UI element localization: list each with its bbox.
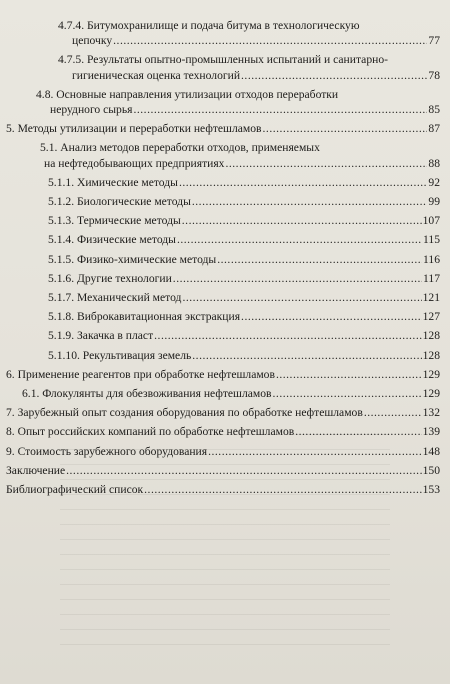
leader-dots [66,463,421,478]
toc-entry-title: 5.1.9. Закачка в пласт [48,329,154,343]
leader-dots [208,444,422,459]
leader-dots [113,33,427,48]
toc-page-number: 132 [422,406,440,420]
toc-page-number: 128 [422,329,440,343]
toc-page-number: 128 [422,348,440,362]
toc-page-number: 139 [422,425,440,439]
toc-page-number: 87 [428,122,440,136]
leader-dots [182,290,421,305]
toc-entry-title: гигиеническая оценка технологий [72,68,241,82]
toc-entry-4-7-5[interactable] [0,52,450,82]
toc-page-number: 107 [422,214,440,228]
toc-page-number: 116 [423,252,440,266]
leader-dots [241,309,422,324]
leader-dots [241,68,427,83]
toc-entry-5-1-4[interactable] [0,232,450,247]
toc-entry-title: 5.1.2. Биологические методы [48,195,191,209]
toc-page-number: 121 [422,291,440,305]
toc-entry-title-line: 4.7.4. Битумохранилище и подача битума в технологическую [58,19,360,32]
toc-entry-title: 5.1.1. Химические методы [48,175,178,189]
toc-page-number: 88 [428,156,440,170]
toc-entry-5-1-10[interactable] [0,348,450,363]
toc-entry-title: на нефтедобывающих предприятиях [44,156,225,170]
toc-entry-title: 5. Методы утилизации и переработки нефтешламов [6,122,262,136]
toc-entry-title: нерудного сырья [50,103,133,117]
toc-entry-9[interactable] [0,444,450,459]
toc-entry-4-8[interactable] [0,87,450,117]
toc-entry-8[interactable] [0,424,450,439]
leader-dots [177,232,422,247]
toc-entry-title-line: 4.8. Основные направления утилизации отходов переработки [36,87,339,101]
toc-entry-5-1-2[interactable] [0,194,450,209]
toc-page-number: 115 [423,233,440,247]
toc-page-number: 127 [422,310,440,324]
leader-dots [192,194,428,209]
toc-entry-title-line: 4.7.5. Результаты опытно-промышленных испытаний и санитарно- [58,53,388,67]
toc-page-number: 148 [422,444,440,458]
leader-dots [217,252,422,267]
toc-entry-title: 6. Применение реагентов при обработке нефтешламов [6,367,275,381]
toc-page-number: 129 [422,387,440,401]
toc-entry-title: 5.1.7. Механический метод [48,291,182,305]
leader-dots [133,102,427,117]
toc-page-number: 92 [428,175,440,189]
toc-entry-5-1-7[interactable] [0,290,450,305]
leader-dots [144,482,421,497]
toc-page-number: 99 [428,195,440,209]
toc-page-number: 150 [422,463,440,477]
leader-dots [225,156,427,171]
toc-entry-title: 5.1.10. Рекультивация земель [48,348,192,362]
toc-entry-bibliography[interactable] [0,482,450,497]
leader-dots [182,213,422,228]
toc-entry-title: 9. Стоимость зарубежного оборудования [6,444,208,458]
toc-entry-title: 8. Опыт российских компаний по обработке нефтешламов [6,425,295,439]
toc-entry-6[interactable] [0,367,450,382]
leader-dots [192,348,421,363]
leader-dots [173,271,422,286]
toc-entry-6-1[interactable] [0,386,450,401]
table-of-contents [0,18,450,501]
leader-dots [154,328,421,343]
leader-dots [295,424,421,439]
toc-entry-7[interactable] [0,405,450,420]
toc-entry-title: Библиографический список [6,483,144,497]
toc-page-number: 78 [428,68,440,82]
toc-entry-5-1[interactable] [0,140,450,170]
toc-entry-title-line: 5.1. Анализ методов переработки отходов, применяемых [40,141,320,155]
leader-dots [263,121,428,136]
toc-entry-title: цепочку [72,34,113,48]
toc-page-number: 117 [423,271,440,285]
toc-entry-title: Заключение [6,463,66,477]
toc-page-number: 129 [422,367,440,381]
toc-entry-4-7-4[interactable] [0,18,450,48]
toc-entry-title: 5.1.6. Другие технологии [48,271,172,285]
leader-dots [364,405,422,420]
toc-entry-title: 6.1. Флокулянты для обезвоживания нефтешламов [22,387,272,401]
toc-entry-5-1-5[interactable] [0,252,450,267]
toc-entry-title: 5.1.8. Виброкавитационная экстракция [48,310,241,324]
leader-dots [276,367,422,382]
toc-entry-5-1-1[interactable] [0,175,450,190]
leader-dots [273,386,422,401]
toc-entry-title: 5.1.3. Термические методы [48,214,181,228]
toc-entry-5-1-9[interactable] [0,328,450,343]
toc-entry-title: 7. Зарубежный опыт создания оборудования по обработке нефтешламов [6,406,363,420]
toc-entry-5[interactable] [0,121,450,136]
leader-dots [179,175,427,190]
toc-entry-title: 5.1.5. Физико-химические методы [48,252,217,266]
toc-entry-conclusion[interactable] [0,463,450,478]
toc-page-number: 153 [422,483,440,497]
toc-page-number: 85 [428,103,440,117]
toc-entry-title: 5.1.4. Физические методы [48,233,176,247]
toc-entry-5-1-3[interactable] [0,213,450,228]
toc-entry-5-1-8[interactable] [0,309,450,324]
toc-page-number: 77 [428,34,440,48]
toc-entry-5-1-6[interactable] [0,271,450,286]
